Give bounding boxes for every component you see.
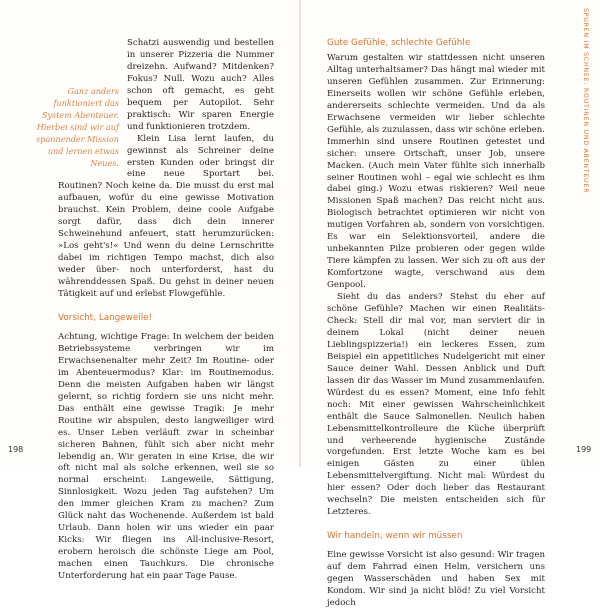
- left-text-column: [36, 38, 274, 583]
- right-text-column: [327, 37, 545, 610]
- left-paragraph-3: Achtung, wichtige Frage: In welchem der beiden Betriebssysteme verbringen wir im Erwachsenenalter mehr Zeit? Im Routine- oder im Abenteuermodus? Klar: im Routinemodus. Denn die meisten Aufgaben haben wir längst gelernt, so richtig fordern sie uns nicht mehr. Das enthält eine gewisse Tragik: Je mehr Routine wir abspulen, desto langweiliger wird es. Unser Leben verläuft zwar in scheinbar sicheren Bahnen, fühlt sich aber nicht mehr lebendig an. Wir geraten in eine Krise, die wir oft nicht mal als solche erkennen, weil sie so normal erscheint: Langeweile, Sättigung, Sinnlosigkeit. Wozu jeden Tag aufstehen? Um den immer gleichen Kram zu machen? Zum Glück naht das Wochenende. Außerdem ist bald Urlaub. Dann holen wir uns wieder ein paar Kicks: Wir fliegen ins All-inclusive-Resort, erobern heroisch die schönste Liege am Pool, machen einen Tauchkurs. Die chronische Unterforderung hat ein paar Tage Pause.: [58, 331, 274, 582]
- page-number-right: 199: [576, 445, 592, 454]
- right-paragraph-2: Sieht du das anders? Stehst du eher auf schöne Gefühle? Machen wir einen Realitäts-Check: Stell dir mal vor, man serviert dir in deinem Lokal (nicht deiner neuen Lieblingspizzeria!) ein leckeres Essen, zum Beispiel ein appetitliches Nudelgericht mit einer Sauce deiner Wahl. Dessen Anblick und Duft lassen dir das Wasser im Mund zusammenlaufen. Würdest du es essen? Moment, eine Info fehlt noch: Mit einer gewissen Wahrscheinlichkeit enthält die Sauce Salmonellen. Neulich haben Lebensmittelkontrolleure die Küche überprüft und verheerende hygienische Zustände vorgefunden. Erst letzte Woche kam es bei einigen Gästen zu einer üblen Lebensmittelvergiftung. Nicht mal: Würdest du hier essen? Oder doch lieber das Restaurant wechseln? Die meisten entscheiden sich für Letzteres.: [327, 292, 545, 518]
- pull-quote: Ganz anders funktioniert das System Abenteuer. Hierbei sind wir auf spannender Mission und lernen etwas Neues.: [36, 86, 119, 168]
- left-paragraph-1: Ganz anders funktioniert das System Abenteuer. Hierbei sind wir auf spannender Mission und lernen etwas Neues. Schatzi auswendig und bestellen in unserer Pizzeria die Nummer dreizehn. Aufwand? Mitdenken? Fokus? Null. Wozu auch? Alles schon oft gemacht, es geht bequem per Autopilot. Sehr praktisch: Wir sparen Energie und funktionieren trotzdem.: [58, 38, 274, 134]
- section-heading-vorsicht: Vorsicht, Langeweile!: [58, 312, 153, 323]
- section-heading-gefuehle: Gute Gefühle, schlechte Gefühle: [327, 38, 471, 48]
- right-paragraph-3: Eine gewisse Vorsicht ist also gesund: Wir tragen auf dem Fahrrad einen Helm, versichern uns gegen Wasserschäden und haben Sex mit Kondom. Wir sind ja nicht blöd! Zu viel Vorsicht jedoch: [327, 550, 545, 608]
- right-paragraph-1: Warum gestalten wir stattdessen nicht unseren Alltag unterhaltsamer? Das hängt mal wieder mit unseren Gefühlen zusammen. Zur Erinnerung: Einerseits wollen wir schöne Gefühle erleben, andererseits schlechte vermeiden. Und da als Erwachsene vermeiden wir lieber schlechte Gefühle, als zuzulassen, dass wir schöne erleben. Immerhin sind unsere Routinen getestet und sicher: unsere Ortschaft, unser Job, unsere Macken. (Auch mein Vater fühlte sich innerhalb seiner Routinen wohl – egal wie schlecht es ihm dabei ging.) Wozu etwas riskieren? Weil neue Missionen Spaß machen? Das reicht nicht aus. Biologisch betrachtet optimieren wir nicht von mutigen Vorfahren ab, sondern von vorsichtigen. Es war ein Selektionsvorteil, andere die unbekannten Pilze probieren oder gegen wilde Tiere kämpfen zu lassen. Wer sich zu oft aus der Komfortzone wagte, verschwand aus dem Genpool.: [327, 53, 545, 291]
- page-number-left: 198: [8, 445, 24, 454]
- running-head: SPUREN IM SCHNEE: ROUTINEN UND ABENTEUER: [582, 8, 589, 194]
- left-paragraph-2: Klein Lisa lernt laufen, du gewinnst als Schreiner deine ersten Kunden oder bringst dir eine neue Sportart bei. Routinen? Noch keine da. Die musst du erst mal aufbauen, wofür du eine gewisse Motivation brauchst. Kein Problem, deine coole Aufgabe sorgt dafür, dass dich dein innerer Schweinehund anfeuert, statt herumzurücken: »Los geht's!« Und wenn du deine Lernschritte dabei im richtigen Tempo machst, dich also weder über- noch unterforderst, hast du währenddessen Spaß. Du gehst in deiner neuen Tätigkeit auf und erlebst Flowgefühle.: [58, 133, 274, 300]
- section-heading-handeln: Wir handeln, wenn wir müssen: [327, 531, 463, 542]
